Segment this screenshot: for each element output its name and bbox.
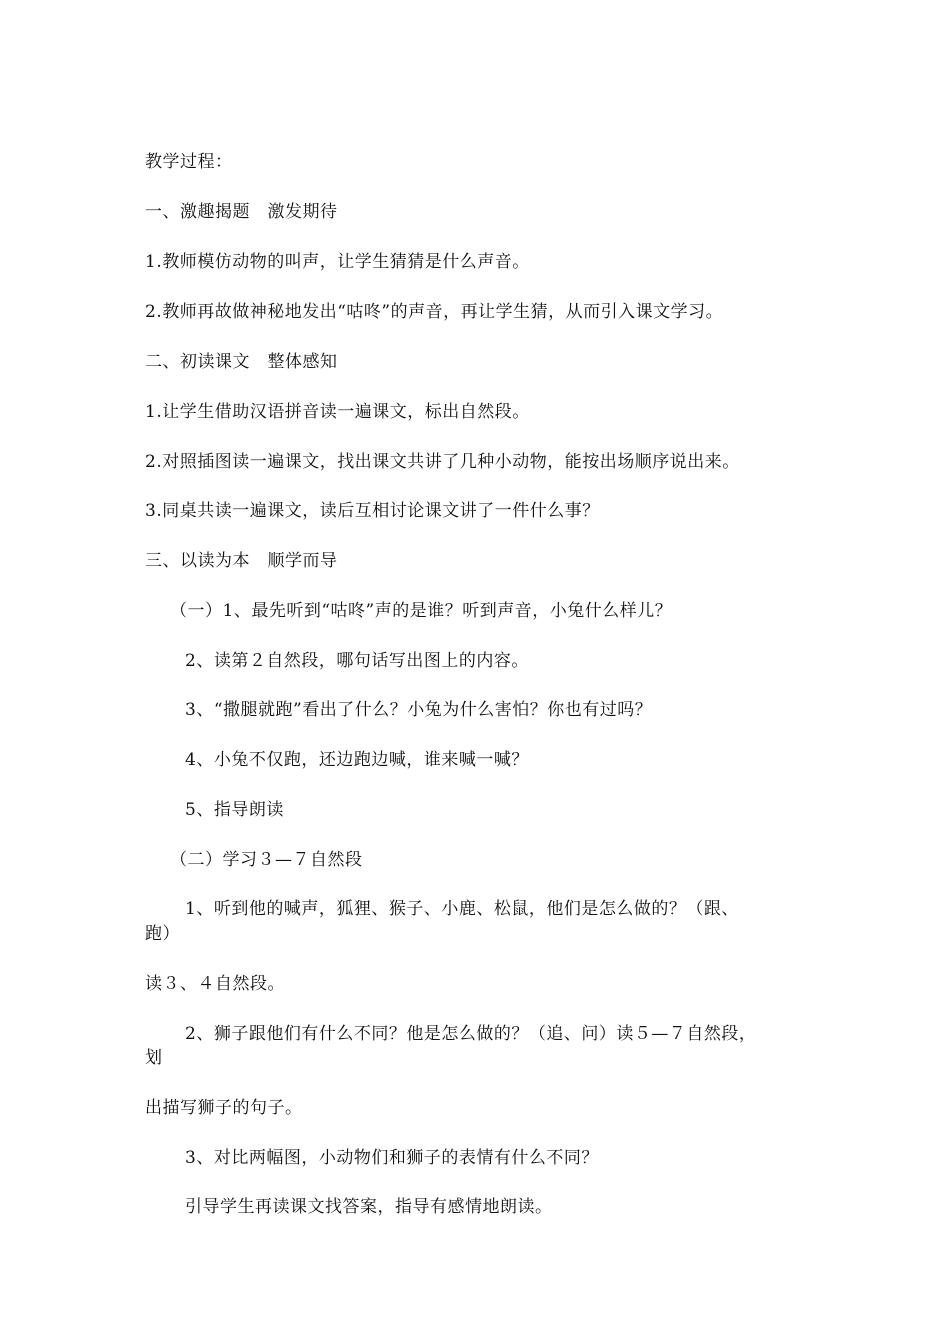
document-heading: 教学过程：: [145, 152, 233, 172]
section-3-part-2-title: （二）学习３—７自然段: [170, 850, 363, 870]
part-2-question-2-line-3: 出描写狮子的句子。: [145, 1098, 303, 1118]
section-2-item-1: 1.让学生借助汉语拼音读一遍课文，标出自然段。: [145, 402, 530, 422]
section-3-part-1-question-3: 3、“撒腿就跑”看出了什么？小兔为什么害怕？你也有过吗？: [185, 700, 653, 720]
section-1-item-2: 2.教师再故做神秘地发出“咕咚”的声音，再让学生猜，从而引入课文学习。: [145, 302, 724, 322]
section-1-title: 一、激趣揭题 激发期待: [145, 202, 338, 222]
section-2-title: 二、初读课文 整体感知: [145, 352, 338, 372]
section-2-item-2: 2.对照插图读一遍课文，找出课文共讲了几种小动物，能按出场顺序说出来。: [145, 452, 740, 472]
section-1-item-1: 1.教师模仿动物的叫声，让学生猜猜是什么声音。: [145, 252, 530, 272]
section-3-part-1-question-2: 2、读第２自然段，哪句话写出图上的内容。: [185, 651, 529, 671]
part-2-question-1-line-2: 跑）: [145, 924, 180, 944]
section-3-part-1-question-5: 5、指导朗读: [185, 800, 284, 820]
part-2-question-1-line-1: 1、听到他的喊声，狐狸、猴子、小鹿、松鼠，他们是怎么做的？（跟、: [185, 899, 739, 919]
section-3-title: 三、以读为本 顺学而导: [145, 551, 338, 571]
part-2-question-3-guide: 引导学生再读课文找答案，指导有感情地朗读。: [185, 1197, 553, 1217]
section-3-part-1-question-1: （一）1、最先听到“咕咚”声的是谁？听到声音，小兔什么样儿？: [170, 601, 673, 621]
section-3-part-1-question-4: 4、小兔不仅跑，还边跑边喊，谁来喊一喊？: [185, 750, 529, 770]
part-2-question-3: 3、对比两幅图，小动物们和狮子的表情有什么不同？: [185, 1148, 599, 1168]
part-2-question-2-line-2: 划: [145, 1048, 163, 1068]
section-2-item-3: 3.同桌共读一遍课文，读后互相讨论课文讲了一件什么事？: [145, 501, 600, 521]
part-2-question-1-line-3: 读３、４自然段。: [145, 974, 285, 994]
part-2-question-2-line-1: 2、狮子跟他们有什么不同？他是怎么做的？（追、问）读５—７自然段，: [185, 1024, 757, 1044]
